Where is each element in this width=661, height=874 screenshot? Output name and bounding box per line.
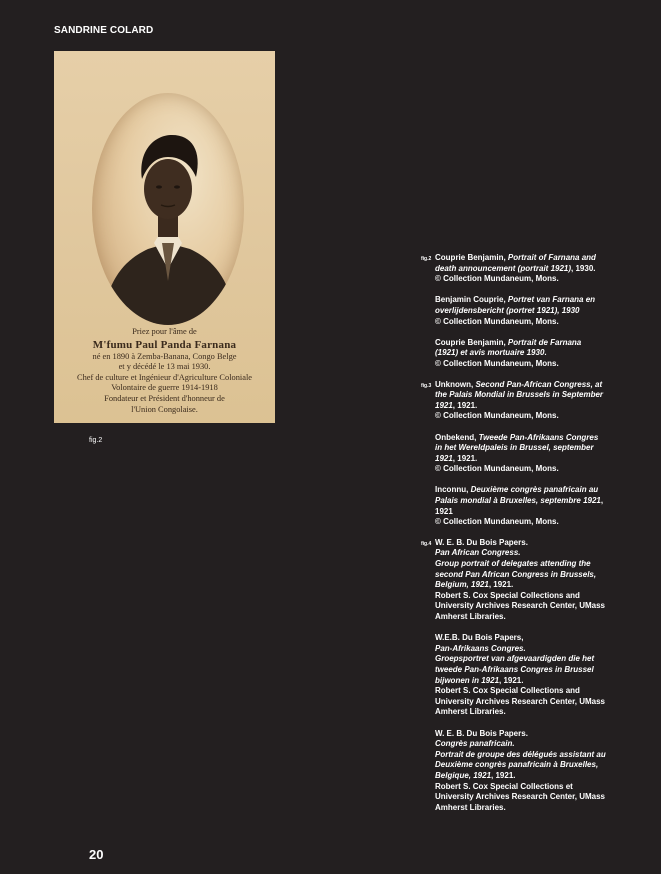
inscription-line: l'Union Congolaise. bbox=[131, 404, 198, 414]
caption-credit: Robert S. Cox Special Collections and University Archives Research Center, UMass Amherst Libraries. bbox=[435, 590, 606, 621]
caption-title: Group portrait of delegates attending the second Pan African Congress in Brussels, Belgium, 1921 bbox=[435, 559, 597, 590]
caption-date: , 1921. bbox=[488, 580, 514, 590]
caption-paragraph-fr bbox=[435, 338, 606, 370]
inscription-line: Volontaire de guerre 1914-1918 bbox=[111, 383, 218, 393]
caption-credit: © Collection Mundaneum, Mons. bbox=[435, 358, 559, 368]
caption-title: Second Pan-African Congress, at the Palais Mondial in Brussels in September 1921 bbox=[435, 379, 604, 410]
caption-number: fig.3 bbox=[421, 382, 432, 389]
caption-date: , 1921. bbox=[452, 400, 478, 410]
caption-date: , 1921 bbox=[435, 496, 604, 516]
card-inscription bbox=[54, 327, 275, 415]
caption-author: W. E. B. Du Bois Papers. bbox=[435, 537, 528, 547]
portrait-photo bbox=[92, 93, 244, 325]
inscription-line: et y décédé le 13 mai 1930. bbox=[118, 362, 211, 372]
caption-title: Portrait de groupe des délégués assistant au Deuxième congrès panafricain à Bruxelles, Belgique, 1921 bbox=[435, 749, 606, 780]
caption-date: . bbox=[544, 348, 547, 358]
inscription-line: né en 1890 à Zemba-Banana, Congo Belge bbox=[92, 351, 237, 361]
caption-fig4 bbox=[421, 538, 606, 813]
caption-date: , 1921. bbox=[499, 675, 524, 685]
caption-credit: © Collection Mundaneum, Mons. bbox=[435, 274, 559, 284]
caption-author: W.E.B. Du Bois Papers, bbox=[435, 633, 524, 643]
caption-author: Benjamin Couprie, bbox=[435, 295, 508, 305]
caption-date: , 1930. bbox=[571, 263, 596, 273]
caption-credit: © Collection Mundaneum, Mons. bbox=[435, 316, 559, 326]
caption-title: Portrait of Farnana and death announcement (portrait 1921) bbox=[435, 253, 596, 273]
caption-author: Inconnu, bbox=[435, 485, 471, 495]
caption-credit: © Collection Mundaneum, Mons. bbox=[435, 464, 559, 474]
caption-paragraph-fr bbox=[435, 485, 606, 527]
figure-label: fig.2 bbox=[89, 437, 103, 444]
caption-credit: © Collection Mundaneum, Mons. bbox=[435, 517, 559, 527]
caption-title: Tweede Pan-Afrikaans Congres in het Wereldpaleis in Brussel, september 1921 bbox=[435, 432, 599, 463]
caption-author: Onbekend, bbox=[435, 432, 479, 442]
inscription-line: Fondateur et Président d'honneur de bbox=[104, 393, 225, 403]
caption-paragraph-nl bbox=[435, 633, 606, 718]
caption-paragraph-nl bbox=[435, 295, 606, 327]
caption-date: , 1921. bbox=[452, 453, 478, 463]
caption-author: Couprie Benjamin, bbox=[435, 337, 508, 347]
inscription-line: Chef de culture et Ingénieur d'Agriculture Coloniale bbox=[77, 372, 252, 382]
caption-credit: © Collection Mundaneum, Mons. bbox=[435, 411, 559, 421]
caption-title: Deuxième congrès panafricain au Palais mondial à Bruxelles, septembre 1921 bbox=[435, 485, 601, 506]
caption-series: Pan African Congress. bbox=[435, 548, 521, 558]
caption-series: Congrès panafricain. bbox=[435, 739, 515, 749]
caption-title: Portret van Farnana en overlijdensbericht (portret 1921), 1930 bbox=[435, 295, 596, 315]
caption-column bbox=[421, 253, 606, 813]
caption-fig2 bbox=[421, 253, 606, 370]
caption-paragraph-en bbox=[435, 538, 606, 623]
caption-author: W. E. B. Du Bois Papers. bbox=[435, 728, 528, 738]
running-header-author: SANDRINE COLARD bbox=[54, 25, 154, 36]
inscription-name: M'fumu Paul Panda Farnana bbox=[92, 338, 237, 351]
caption-number: fig.2 bbox=[421, 256, 432, 262]
caption-paragraph-en bbox=[435, 253, 606, 285]
caption-paragraph-nl bbox=[435, 433, 606, 475]
caption-paragraph-fr bbox=[435, 729, 606, 814]
page-number: 20 bbox=[89, 847, 104, 862]
caption-title: Groepsportret van afgevaardigden die het tweede Pan-Afrikaans Congres in Brussel bijwonen in 1921 bbox=[435, 654, 595, 685]
caption-credit: Robert S. Cox Special Collections et University Archives Research Center, UMass Amherst Libraries. bbox=[435, 781, 606, 812]
caption-fig3 bbox=[421, 380, 606, 528]
caption-series: Pan-Afrikaans Congres. bbox=[435, 643, 526, 653]
portrait-figure-illustration bbox=[92, 93, 244, 325]
caption-title: Portrait de Farnana (1921) et avis mortuaire 1930 bbox=[435, 337, 582, 358]
death-announcement-card bbox=[54, 51, 275, 423]
caption-credit: Robert S. Cox Special Collections and University Archives Research Center, UMass Amherst Libraries. bbox=[435, 686, 606, 717]
caption-author: Couprie Benjamin, bbox=[435, 253, 508, 262]
caption-number: fig.4 bbox=[421, 540, 432, 547]
caption-author: Unknown, bbox=[435, 379, 476, 389]
caption-date: , 1921. bbox=[491, 770, 516, 780]
caption-paragraph-en bbox=[435, 380, 606, 422]
inscription-line: Priez pour l'âme de bbox=[132, 327, 197, 336]
